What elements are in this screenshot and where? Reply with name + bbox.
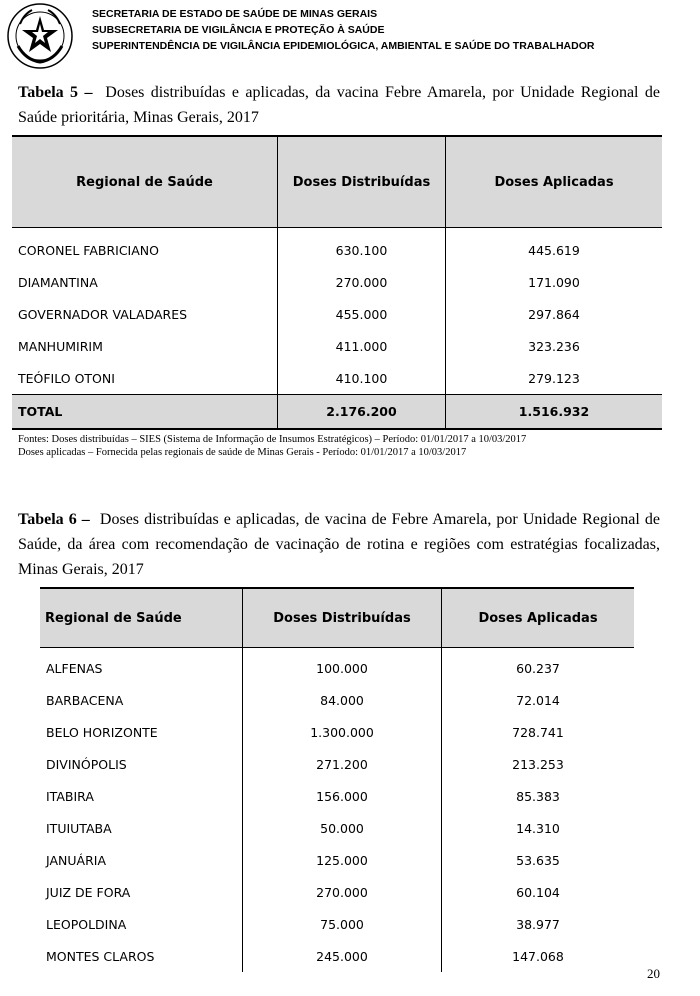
table-row xyxy=(40,748,634,780)
column-header-aplicadas: Doses Aplicadas xyxy=(446,136,663,228)
cell-aplicadas: 72.014 xyxy=(442,684,635,716)
cell-distribuidas: 270.000 xyxy=(243,876,442,908)
cell-aplicadas: 171.090 xyxy=(446,266,663,298)
table5-sources xyxy=(18,433,526,459)
cell-distribuidas: 630.100 xyxy=(278,228,446,267)
cell-regional: BELO HORIZONTE xyxy=(46,724,158,740)
cell-aplicadas: 323.236 xyxy=(446,330,663,362)
cell-regional: JANUÁRIA xyxy=(46,852,106,868)
cell-regional: JUIZ DE FORA xyxy=(46,884,131,900)
header-line-1: SECRETARIA DE ESTADO DE SAÚDE DE MINAS GERAIS xyxy=(92,8,378,20)
cell-distribuidas: 75.000 xyxy=(243,908,442,940)
table-row xyxy=(12,362,662,395)
table-row xyxy=(12,330,662,362)
table6-caption xyxy=(18,507,660,582)
table-header-row xyxy=(12,136,662,228)
table5-caption xyxy=(18,80,660,130)
table-row xyxy=(40,908,634,940)
source-note-2: Doses aplicadas – Fornecida pelas regionais de saúde de Minas Gerais - Período: 01/01/2017 a 10/03/2017 xyxy=(18,447,467,458)
table-row xyxy=(12,266,662,298)
table6-caption-text: Doses distribuídas e aplicadas, de vacina de Febre Amarela, por Unidade Regional de Saúde, da área com recomendação de vacinação de rotina e regiões com estratégias focalizadas, Minas Gerais, 2017 xyxy=(18,511,661,578)
table-row xyxy=(40,876,634,908)
cell-regional: ITABIRA xyxy=(46,788,94,804)
cell-aplicadas: 60.104 xyxy=(442,876,635,908)
cell-regional: GOVERNADOR VALADARES xyxy=(18,306,188,322)
cell-distribuidas: 410.100 xyxy=(278,362,446,395)
cell-regional: MONTES CLAROS xyxy=(46,948,155,964)
total-row xyxy=(12,395,662,430)
total-aplicadas: 1.516.932 xyxy=(446,395,663,430)
cell-aplicadas: 147.068 xyxy=(442,940,635,972)
table-row xyxy=(40,684,634,716)
table-row xyxy=(12,228,662,267)
table6 xyxy=(40,587,634,972)
header-line-2: SUBSECRETARIA DE VIGILÂNCIA E PROTEÇÃO À SAÚDE xyxy=(92,24,385,36)
cell-aplicadas: 14.310 xyxy=(442,812,635,844)
table6-label: Tabela 6 – xyxy=(18,511,90,528)
column-header-aplicadas: Doses Aplicadas xyxy=(442,588,635,648)
table5-label: Tabela 5 – xyxy=(18,84,93,101)
cell-aplicadas: 60.237 xyxy=(442,648,635,685)
table-header-row xyxy=(40,588,634,648)
table-row xyxy=(40,716,634,748)
cell-aplicadas: 53.635 xyxy=(442,844,635,876)
minas-gerais-coat-of-arms xyxy=(6,2,74,70)
total-distribuidas: 2.176.200 xyxy=(278,395,446,430)
total-label: TOTAL xyxy=(12,395,278,430)
page-number: 20 xyxy=(647,966,660,981)
table-row xyxy=(12,298,662,330)
cell-regional: BARBACENA xyxy=(46,692,124,708)
cell-distribuidas: 1.300.000 xyxy=(243,716,442,748)
cell-aplicadas: 213.253 xyxy=(442,748,635,780)
cell-aplicadas: 445.619 xyxy=(446,228,663,267)
cell-distribuidas: 50.000 xyxy=(243,812,442,844)
document-header xyxy=(0,0,700,72)
cell-aplicadas: 38.977 xyxy=(442,908,635,940)
column-header-distribuidas: Doses Distribuídas xyxy=(243,588,442,648)
table5-caption-text: Doses distribuídas e aplicadas, da vacina Febre Amarela, por Unidade Regional de Saúde prioritária, Minas Gerais, 2017 xyxy=(18,84,661,126)
cell-distribuidas: 270.000 xyxy=(278,266,446,298)
table5 xyxy=(12,135,662,430)
cell-distribuidas: 125.000 xyxy=(243,844,442,876)
table-row xyxy=(40,844,634,876)
cell-regional: ALFENAS xyxy=(46,660,103,676)
cell-regional: LEOPOLDINA xyxy=(46,916,127,932)
cell-aplicadas: 85.383 xyxy=(442,780,635,812)
cell-regional: MANHUMIRIM xyxy=(18,338,103,354)
cell-distribuidas: 271.200 xyxy=(243,748,442,780)
cell-distribuidas: 411.000 xyxy=(278,330,446,362)
cell-distribuidas: 84.000 xyxy=(243,684,442,716)
cell-distribuidas: 156.000 xyxy=(243,780,442,812)
table-row xyxy=(40,648,634,685)
cell-regional: ITUIUTABA xyxy=(46,820,112,836)
cell-regional: DIVINÓPOLIS xyxy=(46,756,127,772)
cell-regional: CORONEL FABRICIANO xyxy=(18,242,159,258)
cell-regional: DIAMANTINA xyxy=(18,274,98,290)
header-line-3: SUPERINTENDÊNCIA DE VIGILÂNCIA EPIDEMIOLÓGICA, AMBIENTAL E SAÚDE DO TRABALHADOR xyxy=(92,40,595,52)
cell-distribuidas: 100.000 xyxy=(243,648,442,685)
column-header-regional: Regional de Saúde xyxy=(40,588,243,648)
cell-aplicadas: 279.123 xyxy=(446,362,663,395)
table-row xyxy=(40,812,634,844)
cell-aplicadas: 728.741 xyxy=(442,716,635,748)
cell-distribuidas: 245.000 xyxy=(243,940,442,972)
cell-regional: TEÓFILO OTONI xyxy=(18,370,115,386)
table-row xyxy=(40,780,634,812)
table-row xyxy=(40,940,634,972)
column-header-regional: Regional de Saúde xyxy=(12,136,278,228)
column-header-distribuidas: Doses Distribuídas xyxy=(278,136,446,228)
cell-aplicadas: 297.864 xyxy=(446,298,663,330)
cell-distribuidas: 455.000 xyxy=(278,298,446,330)
source-note-1: Fontes: Doses distribuídas – SIES (Sistema de Informação de Insumos Estratégicos) – Período: 01/01/2017 a 10/03/2017 xyxy=(18,434,527,445)
